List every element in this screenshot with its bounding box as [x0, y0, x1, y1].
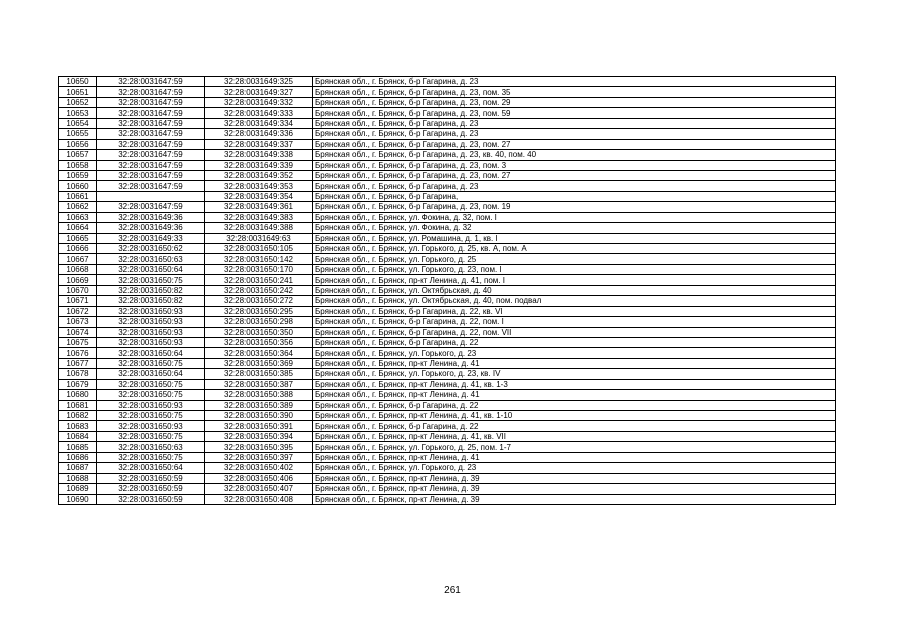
table-row [59, 275, 836, 285]
address-cell: Брянская обл., г. Брянск, б-р Гагарина, д. 23, пом. 19 [313, 202, 836, 212]
address-cell: Брянская обл., г. Брянск, пр-кт Ленина, д. 41, кв. 1-10 [313, 411, 836, 421]
table-row [59, 306, 836, 316]
table-row [59, 244, 836, 254]
row-number-cell: 10685 [59, 442, 97, 452]
parcel-cadastral-number-cell: 32:28:0031650:75 [97, 411, 205, 421]
table-row [59, 494, 836, 504]
object-cadastral-number-cell: 32:28:0031650:356 [205, 337, 313, 347]
address-cell: Брянская обл., г. Брянск, пр-кт Ленина, д. 39 [313, 494, 836, 504]
address-cell: Брянская обл., г. Брянск, б-р Гагарина, д. 23 [313, 118, 836, 128]
table-row [59, 77, 836, 87]
parcel-cadastral-number-cell: 32:28:0031647:59 [97, 118, 205, 128]
object-cadastral-number-cell: 32:28:0031649:333 [205, 108, 313, 118]
parcel-cadastral-number-cell: 32:28:0031650:62 [97, 244, 205, 254]
address-cell: Брянская обл., г. Брянск, ул. Горького, д. 23, кв. IV [313, 369, 836, 379]
object-cadastral-number-cell: 32:28:0031650:295 [205, 306, 313, 316]
address-cell: Брянская обл., г. Брянск, ул. Октябрьская, д. 40 [313, 285, 836, 295]
address-cell: Брянская обл., г. Брянск, ул. Горького, д. 25, кв. А, пом. А [313, 244, 836, 254]
row-number-cell: 10656 [59, 139, 97, 149]
object-cadastral-number-cell: 32:28:0031649:352 [205, 170, 313, 180]
table-row [59, 139, 836, 149]
parcel-cadastral-number-cell: 32:28:0031650:64 [97, 348, 205, 358]
table-row [59, 442, 836, 452]
parcel-cadastral-number-cell: 32:28:0031650:64 [97, 463, 205, 473]
row-number-cell: 10686 [59, 452, 97, 462]
table-row [59, 296, 836, 306]
row-number-cell: 10666 [59, 244, 97, 254]
table-row [59, 170, 836, 180]
row-number-cell: 10664 [59, 223, 97, 233]
parcel-cadastral-number-cell: 32:28:0031650:63 [97, 442, 205, 452]
row-number-cell: 10681 [59, 400, 97, 410]
object-cadastral-number-cell: 32:28:0031649:353 [205, 181, 313, 191]
table-row [59, 118, 836, 128]
table-row [59, 327, 836, 337]
table-row [59, 108, 836, 118]
address-cell: Брянская обл., г. Брянск, б-р Гагарина, д. 23, кв. 40, пом. 40 [313, 150, 836, 160]
table-row [59, 431, 836, 441]
address-cell: Брянская обл., г. Брянск, пр-кт Ленина, д. 41 [313, 390, 836, 400]
row-number-cell: 10668 [59, 264, 97, 274]
parcel-cadastral-number-cell: 32:28:0031650:93 [97, 317, 205, 327]
row-number-cell: 10688 [59, 473, 97, 483]
table-row [59, 484, 836, 494]
row-number-cell: 10673 [59, 317, 97, 327]
table-row [59, 390, 836, 400]
row-number-cell: 10683 [59, 421, 97, 431]
address-cell: Брянская обл., г. Брянск, ул. Октябрьская, д. 40, пом. подвал [313, 296, 836, 306]
parcel-cadastral-number-cell: 32:28:0031650:75 [97, 358, 205, 368]
table-row [59, 233, 836, 243]
parcel-cadastral-number-cell: 32:28:0031647:59 [97, 108, 205, 118]
object-cadastral-number-cell: 32:28:0031650:388 [205, 390, 313, 400]
table-row [59, 317, 836, 327]
parcel-cadastral-number-cell: 32:28:0031647:59 [97, 181, 205, 191]
table-row [59, 348, 836, 358]
address-cell: Брянская обл., г. Брянск, б-р Гагарина, д. 23, пом. 27 [313, 170, 836, 180]
parcel-cadastral-number-cell: 32:28:0031647:59 [97, 139, 205, 149]
object-cadastral-number-cell: 32:28:0031650:170 [205, 264, 313, 274]
table-row [59, 150, 836, 160]
address-cell: Брянская обл., г. Брянск, ул. Горького, д. 25, пом. 1-7 [313, 442, 836, 452]
parcel-cadastral-number-cell: 32:28:0031650:64 [97, 264, 205, 274]
address-cell: Брянская обл., г. Брянск, ул. Фокина, д. 32, пом. I [313, 212, 836, 222]
parcel-cadastral-number-cell: 32:28:0031647:59 [97, 202, 205, 212]
table-row [59, 264, 836, 274]
table-row [59, 379, 836, 389]
address-cell: Брянская обл., г. Брянск, ул. Фокина, д. 32 [313, 223, 836, 233]
object-cadastral-number-cell: 32:28:0031649:63 [205, 233, 313, 243]
parcel-cadastral-number-cell: 32:28:0031650:93 [97, 327, 205, 337]
address-cell: Брянская обл., г. Брянск, б-р Гагарина, д. 22, пом. I [313, 317, 836, 327]
address-cell: Брянская обл., г. Брянск, б-р Гагарина, д. 23, пом. 27 [313, 139, 836, 149]
row-number-cell: 10652 [59, 97, 97, 107]
object-cadastral-number-cell: 32:28:0031649:339 [205, 160, 313, 170]
address-cell: Брянская обл., г. Брянск, б-р Гагарина, д. 22 [313, 400, 836, 410]
table-row [59, 337, 836, 347]
object-cadastral-number-cell: 32:28:0031650:241 [205, 275, 313, 285]
object-cadastral-number-cell: 32:28:0031650:142 [205, 254, 313, 264]
address-cell: Брянская обл., г. Брянск, пр-кт Ленина, д. 41, кв. VII [313, 431, 836, 441]
address-cell: Брянская обл., г. Брянск, б-р Гагарина, д. 22, кв. VI [313, 306, 836, 316]
object-cadastral-number-cell: 32:28:0031650:397 [205, 452, 313, 462]
object-cadastral-number-cell: 32:28:0031650:385 [205, 369, 313, 379]
table-row [59, 452, 836, 462]
address-cell: Брянская обл., г. Брянск, б-р Гагарина, д. 22 [313, 337, 836, 347]
parcel-cadastral-number-cell: 32:28:0031647:59 [97, 170, 205, 180]
object-cadastral-number-cell: 32:28:0031650:394 [205, 431, 313, 441]
address-cell: Брянская обл., г. Брянск, пр-кт Ленина, д. 41, кв. 1-3 [313, 379, 836, 389]
address-cell: Брянская обл., г. Брянск, ул. Горького, д. 25 [313, 254, 836, 264]
page-number: 261 [444, 585, 461, 596]
object-cadastral-number-cell: 32:28:0031650:369 [205, 358, 313, 368]
object-cadastral-number-cell: 32:28:0031650:242 [205, 285, 313, 295]
object-cadastral-number-cell: 32:28:0031650:350 [205, 327, 313, 337]
table-row [59, 129, 836, 139]
parcel-cadastral-number-cell: 32:28:0031650:75 [97, 379, 205, 389]
address-cell: Брянская обл., г. Брянск, б-р Гагарина, д. 23, пом. 3 [313, 160, 836, 170]
table-row [59, 223, 836, 233]
table-row [59, 463, 836, 473]
parcel-cadastral-number-cell [97, 191, 205, 201]
object-cadastral-number-cell: 32:28:0031650:272 [205, 296, 313, 306]
address-cell: Брянская обл., г. Брянск, ул. Горького, д. 23 [313, 463, 836, 473]
row-number-cell: 10677 [59, 358, 97, 368]
row-number-cell: 10682 [59, 411, 97, 421]
row-number-cell: 10662 [59, 202, 97, 212]
registry-table [58, 76, 836, 505]
row-number-cell: 10659 [59, 170, 97, 180]
parcel-cadastral-number-cell: 32:28:0031647:59 [97, 97, 205, 107]
object-cadastral-number-cell: 32:28:0031650:407 [205, 484, 313, 494]
table-row [59, 411, 836, 421]
parcel-cadastral-number-cell: 32:28:0031650:93 [97, 400, 205, 410]
address-cell: Брянская обл., г. Брянск, б-р Гагарина, д. 23, пом. 29 [313, 97, 836, 107]
parcel-cadastral-number-cell: 32:28:0031650:93 [97, 421, 205, 431]
table-row [59, 87, 836, 97]
object-cadastral-number-cell: 32:28:0031649:383 [205, 212, 313, 222]
parcel-cadastral-number-cell: 32:28:0031650:93 [97, 306, 205, 316]
row-number-cell: 10663 [59, 212, 97, 222]
object-cadastral-number-cell: 32:28:0031650:408 [205, 494, 313, 504]
object-cadastral-number-cell: 32:28:0031649:332 [205, 97, 313, 107]
table-row [59, 212, 836, 222]
row-number-cell: 10670 [59, 285, 97, 295]
object-cadastral-number-cell: 32:28:0031650:105 [205, 244, 313, 254]
row-number-cell: 10671 [59, 296, 97, 306]
row-number-cell: 10651 [59, 87, 97, 97]
address-cell: Брянская обл., г. Брянск, б-р Гагарина, д. 23 [313, 181, 836, 191]
table-row [59, 97, 836, 107]
object-cadastral-number-cell: 32:28:0031650:387 [205, 379, 313, 389]
table-row [59, 202, 836, 212]
object-cadastral-number-cell: 32:28:0031650:395 [205, 442, 313, 452]
table-row [59, 285, 836, 295]
object-cadastral-number-cell: 32:28:0031650:389 [205, 400, 313, 410]
table-row [59, 369, 836, 379]
row-number-cell: 10660 [59, 181, 97, 191]
address-cell: Брянская обл., г. Брянск, б-р Гагарина, д. 23, пом. 59 [313, 108, 836, 118]
parcel-cadastral-number-cell: 32:28:0031650:93 [97, 337, 205, 347]
parcel-cadastral-number-cell: 32:28:0031650:59 [97, 473, 205, 483]
parcel-cadastral-number-cell: 32:28:0031650:82 [97, 285, 205, 295]
row-number-cell: 10678 [59, 369, 97, 379]
row-number-cell: 10687 [59, 463, 97, 473]
row-number-cell: 10650 [59, 77, 97, 87]
table-row [59, 473, 836, 483]
object-cadastral-number-cell: 32:28:0031649:337 [205, 139, 313, 149]
address-cell: Брянская обл., г. Брянск, б-р Гагарина, д. 22 [313, 421, 836, 431]
parcel-cadastral-number-cell: 32:28:0031647:59 [97, 129, 205, 139]
row-number-cell: 10676 [59, 348, 97, 358]
table-row [59, 358, 836, 368]
parcel-cadastral-number-cell: 32:28:0031650:75 [97, 275, 205, 285]
address-cell: Брянская обл., г. Брянск, пр-кт Ленина, д. 41 [313, 452, 836, 462]
row-number-cell: 10675 [59, 337, 97, 347]
object-cadastral-number-cell: 32:28:0031650:391 [205, 421, 313, 431]
row-number-cell: 10654 [59, 118, 97, 128]
object-cadastral-number-cell: 32:28:0031649:334 [205, 118, 313, 128]
parcel-cadastral-number-cell: 32:28:0031650:75 [97, 431, 205, 441]
address-cell: Брянская обл., г. Брянск, пр-кт Ленина, д. 41 [313, 358, 836, 368]
row-number-cell: 10674 [59, 327, 97, 337]
address-cell: Брянская обл., г. Брянск, пр-кт Ленина, д. 39 [313, 473, 836, 483]
table-row [59, 191, 836, 201]
parcel-cadastral-number-cell: 32:28:0031649:36 [97, 223, 205, 233]
parcel-cadastral-number-cell: 32:28:0031647:59 [97, 150, 205, 160]
parcel-cadastral-number-cell: 32:28:0031650:82 [97, 296, 205, 306]
table-row [59, 160, 836, 170]
object-cadastral-number-cell: 32:28:0031649:336 [205, 129, 313, 139]
object-cadastral-number-cell: 32:28:0031649:361 [205, 202, 313, 212]
address-cell: Брянская обл., г. Брянск, пр-кт Ленина, д. 39 [313, 484, 836, 494]
table-row [59, 254, 836, 264]
registry-table-body [59, 77, 836, 505]
address-cell: Брянская обл., г. Брянск, ул. Горького, д. 23 [313, 348, 836, 358]
parcel-cadastral-number-cell: 32:28:0031647:59 [97, 87, 205, 97]
parcel-cadastral-number-cell: 32:28:0031650:63 [97, 254, 205, 264]
parcel-cadastral-number-cell: 32:28:0031650:75 [97, 452, 205, 462]
address-cell: Брянская обл., г. Брянск, б-р Гагарина, д. 23 [313, 129, 836, 139]
object-cadastral-number-cell: 32:28:0031649:388 [205, 223, 313, 233]
row-number-cell: 10658 [59, 160, 97, 170]
object-cadastral-number-cell: 32:28:0031650:298 [205, 317, 313, 327]
parcel-cadastral-number-cell: 32:28:0031647:59 [97, 160, 205, 170]
row-number-cell: 10657 [59, 150, 97, 160]
row-number-cell: 10672 [59, 306, 97, 316]
object-cadastral-number-cell: 32:28:0031649:325 [205, 77, 313, 87]
address-cell: Брянская обл., г. Брянск, б-р Гагарина, д. 23 [313, 77, 836, 87]
parcel-cadastral-number-cell: 32:28:0031650:59 [97, 494, 205, 504]
row-number-cell: 10680 [59, 390, 97, 400]
address-cell: Брянская обл., г. Брянск, б-р Гагарина, д. 23, пом. 35 [313, 87, 836, 97]
row-number-cell: 10689 [59, 484, 97, 494]
address-cell: Брянская обл., г. Брянск, ул. Горького, д. 23, пом. I [313, 264, 836, 274]
address-cell: Брянская обл., г. Брянск, пр-кт Ленина, д. 41, пом. I [313, 275, 836, 285]
table-row [59, 421, 836, 431]
row-number-cell: 10661 [59, 191, 97, 201]
object-cadastral-number-cell: 32:28:0031650:364 [205, 348, 313, 358]
address-cell: Брянская обл., г. Брянск, б-р Гагарина, [313, 191, 836, 201]
address-cell: Брянская обл., г. Брянск, б-р Гагарина, д. 22, пом. VII [313, 327, 836, 337]
table-row [59, 400, 836, 410]
parcel-cadastral-number-cell: 32:28:0031647:59 [97, 77, 205, 87]
object-cadastral-number-cell: 32:28:0031650:390 [205, 411, 313, 421]
parcel-cadastral-number-cell: 32:28:0031649:36 [97, 212, 205, 222]
object-cadastral-number-cell: 32:28:0031650:402 [205, 463, 313, 473]
row-number-cell: 10679 [59, 379, 97, 389]
row-number-cell: 10665 [59, 233, 97, 243]
parcel-cadastral-number-cell: 32:28:0031650:59 [97, 484, 205, 494]
row-number-cell: 10690 [59, 494, 97, 504]
object-cadastral-number-cell: 32:28:0031650:406 [205, 473, 313, 483]
object-cadastral-number-cell: 32:28:0031649:327 [205, 87, 313, 97]
parcel-cadastral-number-cell: 32:28:0031650:75 [97, 390, 205, 400]
address-cell: Брянская обл., г. Брянск, ул. Ромашина, д. 1, кв. I [313, 233, 836, 243]
row-number-cell: 10655 [59, 129, 97, 139]
object-cadastral-number-cell: 32:28:0031649:354 [205, 191, 313, 201]
table-row [59, 181, 836, 191]
parcel-cadastral-number-cell: 32:28:0031649:33 [97, 233, 205, 243]
parcel-cadastral-number-cell: 32:28:0031650:64 [97, 369, 205, 379]
row-number-cell: 10684 [59, 431, 97, 441]
row-number-cell: 10669 [59, 275, 97, 285]
object-cadastral-number-cell: 32:28:0031649:338 [205, 150, 313, 160]
row-number-cell: 10667 [59, 254, 97, 264]
row-number-cell: 10653 [59, 108, 97, 118]
